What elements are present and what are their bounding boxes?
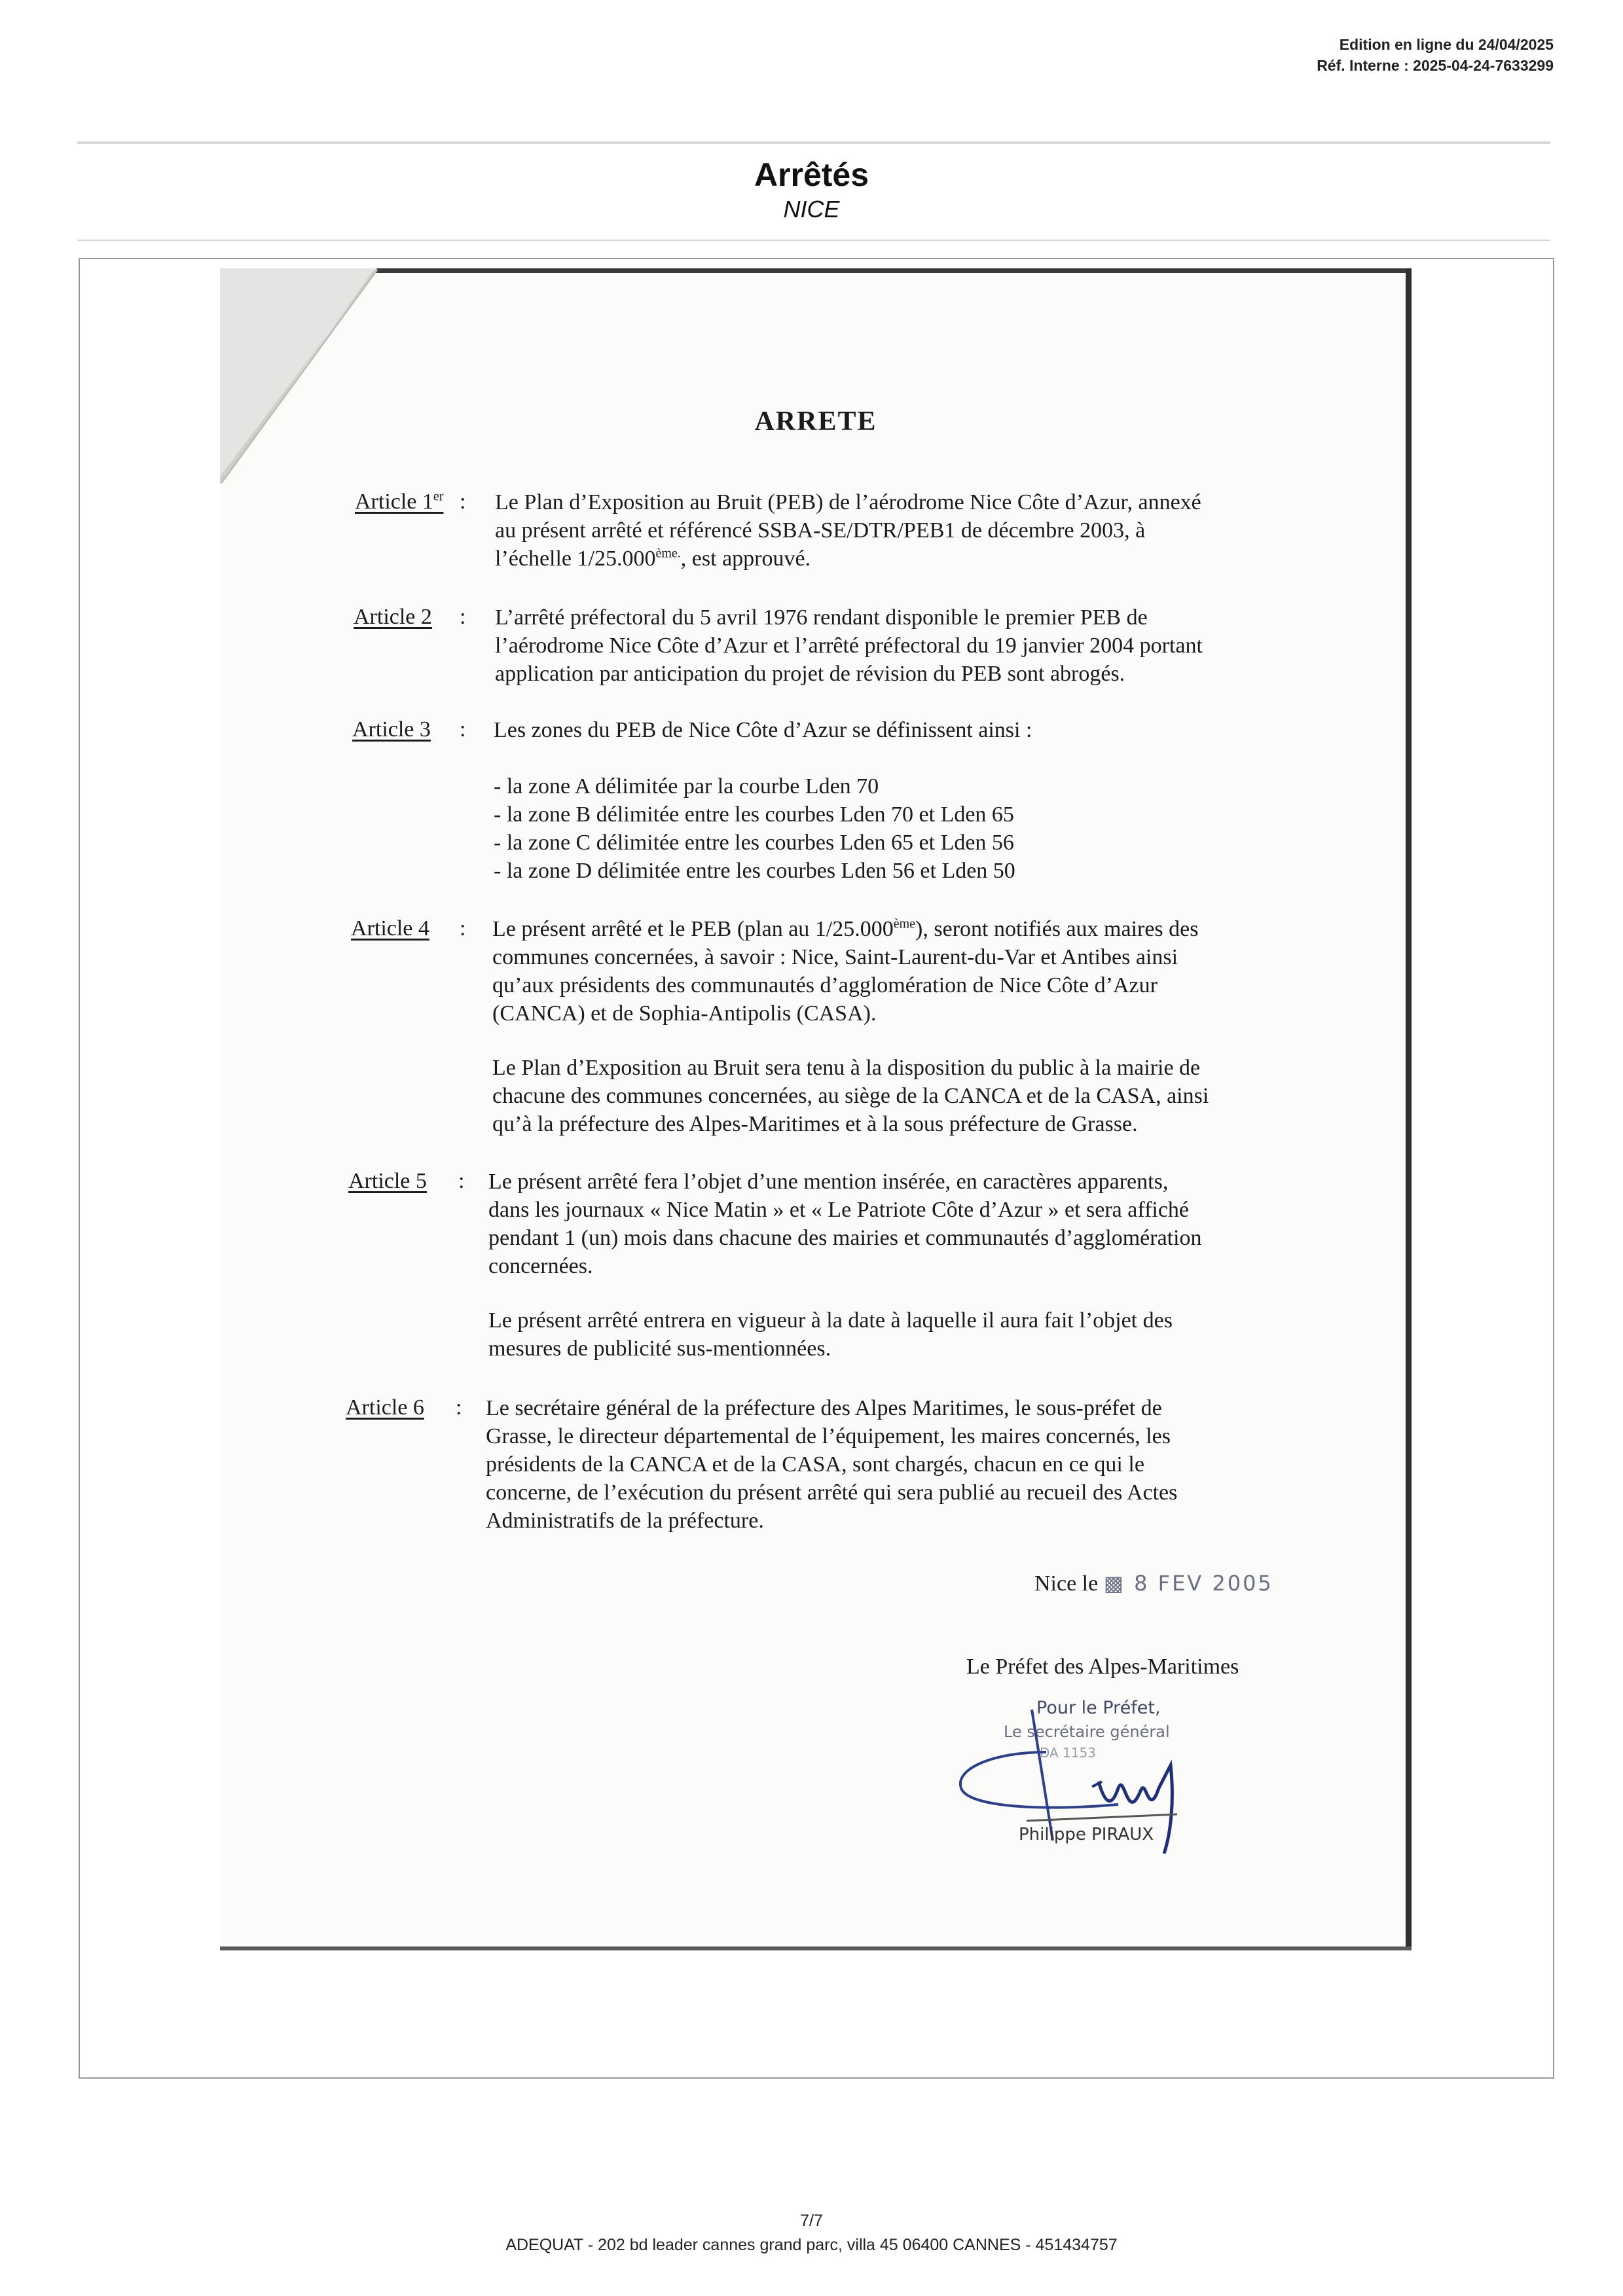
signature-date xyxy=(1034,1571,1273,1596)
zone-item: - la zone C délimitée entre les courbes Lden 65 et Lden 56 xyxy=(494,831,1014,855)
article-1-body xyxy=(495,488,1294,573)
title-block xyxy=(0,154,1623,224)
article-1-scale-sup: ème. xyxy=(655,546,681,561)
article-4-para2-line: Le Plan d’Exposition au Bruit sera tenu à la disposition du public à la mairie de xyxy=(492,1056,1201,1080)
edition-meta xyxy=(1317,34,1554,76)
article-6-line: Le secrétaire général de la préfecture des Alpes Maritimes, le sous-préfet de xyxy=(486,1396,1162,1420)
article-2-label: Article 2 xyxy=(354,605,432,629)
decree-heading: ARRETE xyxy=(754,406,877,437)
article-4-line: qu’aux présidents des communautés d’agglomération de Nice Côte d’Azur xyxy=(492,973,1158,997)
article-4-colon: : xyxy=(460,916,466,941)
article-4-line: communes concernées, à savoir : Nice, Saint-Laurent-du-Var et Antibes ainsi xyxy=(492,945,1178,969)
article-1-label-sup: er xyxy=(433,489,444,504)
article-2-line: L’arrêté préfectoral du 5 avril 1976 rendant disponible le premier PEB de xyxy=(495,605,1148,630)
article-5-label: Article 5 xyxy=(348,1169,427,1193)
page-subtitle: NICE xyxy=(783,196,840,223)
prefet-title: Le Préfet des Alpes-Maritimes xyxy=(966,1655,1239,1679)
signatory-name: Philippe PIRAUX xyxy=(1019,1825,1154,1844)
scanned-document xyxy=(220,268,1412,1950)
article-6-colon: : xyxy=(456,1395,462,1420)
date-stamp-text: 8 FEV 2005 xyxy=(1134,1571,1273,1596)
article-4-first-end: ), seront notifiés aux maires des xyxy=(915,917,1199,941)
article-1-scale-text: l’échelle 1/25.000 xyxy=(495,547,656,571)
article-5-para2-line: mesures de publicité sus-mentionnées. xyxy=(488,1336,831,1361)
folded-corner xyxy=(220,268,390,491)
article-5-spacer xyxy=(488,1280,1307,1306)
article-3-colon: : xyxy=(460,717,466,742)
stamp-line-ref: DA 1153 xyxy=(1040,1745,1096,1761)
article-3-spacer xyxy=(494,744,1299,772)
header-rule xyxy=(77,141,1550,144)
zone-item: - la zone D délimitée entre les courbes Lden 56 et Lden 50 xyxy=(494,859,1015,883)
article-6-line: Administratifs de la préfecture. xyxy=(486,1509,764,1533)
date-stamp: ▩ 8 FEV 2005 xyxy=(1103,1571,1273,1596)
article-4-para2-line: qu’à la préfecture des Alpes-Maritimes et à la sous préfecture de Grasse. xyxy=(492,1112,1138,1136)
zone-item: - la zone A délimitée par la courbe Lden 70 xyxy=(494,774,879,798)
article-5-colon: : xyxy=(458,1169,465,1193)
article-4-spacer xyxy=(492,1028,1304,1054)
article-4-line: (CANCA) et de Sophia-Antipolis (CASA). xyxy=(492,1001,877,1026)
article-3-label: Article 3 xyxy=(352,717,431,742)
article-6-body xyxy=(486,1394,1311,1535)
article-5-line: dans les journaux « Nice Matin » et « Le Patriote Côte d’Azur » et sera affiché xyxy=(488,1198,1190,1222)
article-5-para2-line: Le présent arrêté entrera en vigueur à la date à laquelle il aura fait l’objet des xyxy=(488,1308,1173,1333)
stamp-line-pour-le-prefet: Pour le Préfet, xyxy=(1036,1698,1161,1718)
edition-date: Edition en ligne du 24/04/2025 xyxy=(1339,36,1554,53)
article-4-para2-line: chacune des communes concernées, au siège de la CANCA et de la CASA, ainsi xyxy=(492,1084,1209,1108)
article-2-body xyxy=(495,603,1300,688)
signature-block xyxy=(955,1690,1256,1867)
scan-bottom-edge xyxy=(220,1946,1412,1950)
article-6-line: concerne, de l’exécution du présent arrêté qui sera publié au recueil des Actes xyxy=(486,1480,1178,1505)
article-2-colon: : xyxy=(460,605,466,629)
article-3-body xyxy=(494,716,1299,885)
title-rule xyxy=(77,240,1550,241)
date-prefix: Nice le xyxy=(1034,1571,1099,1596)
article-1-label xyxy=(355,490,443,514)
article-4-label: Article 4 xyxy=(351,916,429,941)
article-4-body xyxy=(492,915,1304,1138)
page-number: 7/7 xyxy=(800,2212,823,2230)
article-1-last-line xyxy=(495,545,1294,573)
article-2-line: application par anticipation du projet de révision du PEB sont abrogés. xyxy=(495,662,1125,686)
article-5-line: pendant 1 (un) mois dans chacune des mairies et communautés d’agglomération xyxy=(488,1226,1202,1250)
article-4-first-line xyxy=(492,915,1304,943)
page-title: Arrêtés xyxy=(754,156,869,193)
article-4-first-text: Le présent arrêté et le PEB (plan au 1/25.000 xyxy=(492,917,894,941)
article-6-line: présidents de la CANCA et de la CASA, sont chargés, chacun en ce qui le xyxy=(486,1452,1144,1477)
article-1-line: au présent arrêté et référencé SSBA-SE/DTR/PEB1 de décembre 2003, à xyxy=(495,518,1146,543)
article-5-line: Le présent arrêté fera l’objet d’une mention insérée, en caractères apparents, xyxy=(488,1170,1169,1194)
article-5-line: concernées. xyxy=(488,1254,593,1278)
article-1-colon: : xyxy=(460,490,466,514)
internal-reference: Réf. Interne : 2025-04-24-7633299 xyxy=(1317,57,1554,74)
article-6-label: Article 6 xyxy=(346,1395,424,1420)
article-6-line: Grasse, le directeur départemental de l’équipement, les maires concernés, les xyxy=(486,1424,1171,1448)
zone-item: - la zone B délimitée entre les courbes Lden 70 et Lden 65 xyxy=(494,802,1014,827)
scan-top-edge xyxy=(220,268,1412,273)
article-1-line: Le Plan d’Exposition au Bruit (PEB) de l’aérodrome Nice Côte d’Azur, annexé xyxy=(495,490,1201,514)
article-2-line: l’aérodrome Nice Côte d’Azur et l’arrêté préfectoral du 19 janvier 2004 portant xyxy=(495,634,1203,658)
scan-right-edge xyxy=(1406,268,1412,1950)
stamp-line-secretaire: Le secrétaire général xyxy=(1004,1723,1170,1741)
article-1-label-text: Article 1 xyxy=(355,490,433,514)
article-3-intro: Les zones du PEB de Nice Côte d’Azur se définissent ainsi : xyxy=(494,718,1032,742)
article-5-body xyxy=(488,1168,1307,1363)
article-1-end-text: , est approuvé. xyxy=(680,547,811,571)
footer-address: ADEQUAT - 202 bd leader cannes grand parc, villa 45 06400 CANNES - 451434757 xyxy=(505,2236,1118,2254)
article-4-first-sup: ème xyxy=(893,916,916,931)
